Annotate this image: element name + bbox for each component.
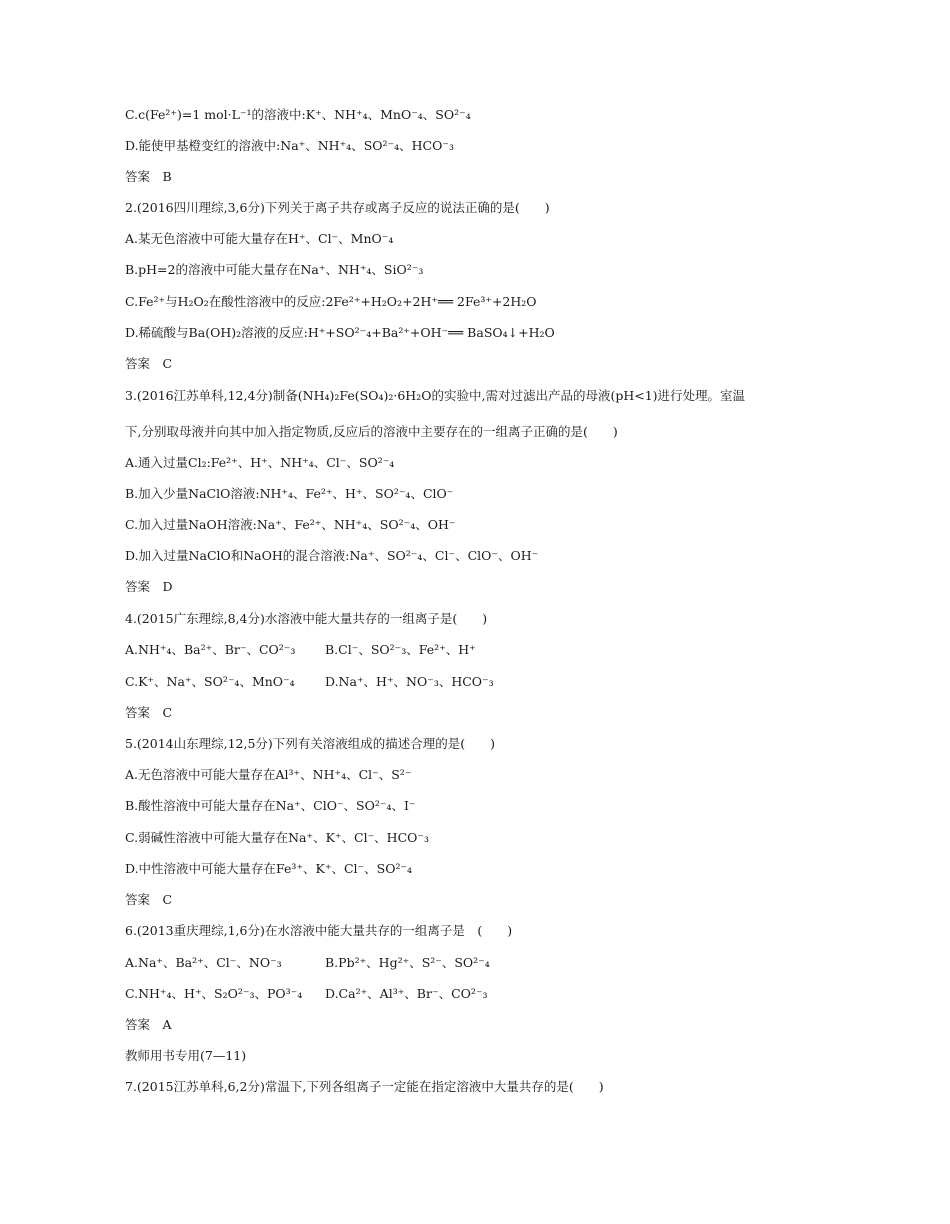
option-d-q4: D.Na⁺、H⁺、NO⁻₃、HCO⁻₃ — [325, 674, 494, 689]
option-d-q3: D.加入过量NaClO和NaOH的混合溶液:Na⁺、SO²⁻₄、Cl⁻、ClO⁻、OH⁻ — [125, 548, 539, 563]
question-7: 7.(2015江苏单科,6,2分)常温下,下列各组离子一定能在指定溶液中大量共存的是( ) — [125, 1079, 604, 1094]
question-6: 6.(2013重庆理综,1,6分)在水溶液中能大量共存的一组离子是 ( ) — [125, 923, 513, 938]
option-a-q6: A.Na⁺、Ba²⁺、Cl⁻、NO⁻₃ — [125, 955, 282, 970]
question-3-line-1: 3.(2016江苏单科,12,4分)制备(NH₄)₂Fe(SO₄)₂·6H₂O的实验中,需对过滤出产品的母液(pH<1)进行处理。室温 — [125, 388, 746, 403]
option-a-q3: A.通入过量Cl₂:Fe²⁺、H⁺、NH⁺₄、Cl⁻、SO²⁻₄ — [125, 455, 395, 470]
option-d-q5: D.中性溶液中可能大量存在Fe³⁺、K⁺、Cl⁻、SO²⁻₄ — [125, 861, 413, 876]
option-b-q6: B.Pb²⁺、Hg²⁺、S²⁻、SO²⁻₄ — [325, 955, 490, 970]
answer-q3: 答案 D — [125, 579, 173, 594]
option-c-q1: C.c(Fe²⁺)=1 mol·L⁻¹的溶液中:K⁺、NH⁺₄、MnO⁻₄、SO²⁻₄ — [125, 107, 471, 122]
option-a-q5: A.无色溶液中可能大量存在Al³⁺、NH⁺₄、Cl⁻、S²⁻ — [125, 767, 412, 782]
question-4: 4.(2015广东理综,8,4分)水溶液中能大量共存的一组离子是( ) — [125, 611, 488, 626]
option-b-q3: B.加入少量NaClO溶液:NH⁺₄、Fe²⁺、H⁺、SO²⁻₄、ClO⁻ — [125, 486, 454, 501]
option-a-q2: A.某无色溶液中可能大量存在H⁺、Cl⁻、MnO⁻₄ — [125, 231, 394, 246]
answer-q2: 答案 C — [125, 356, 173, 371]
option-c-q5: C.弱碱性溶液中可能大量存在Na⁺、K⁺、Cl⁻、HCO⁻₃ — [125, 830, 429, 845]
option-d-q6: D.Ca²⁺、Al³⁺、Br⁻、CO²⁻₃ — [325, 986, 488, 1001]
option-b-q5: B.酸性溶液中可能大量存在Na⁺、ClO⁻、SO²⁻₄、I⁻ — [125, 798, 416, 813]
option-b-q4: B.Cl⁻、SO²⁻₃、Fe²⁺、H⁺ — [325, 642, 476, 657]
answer-q5: 答案 C — [125, 892, 173, 907]
option-c-q6: C.NH⁺₄、H⁺、S₂O²⁻₃、PO³⁻₄ — [125, 986, 303, 1001]
option-a-q4: A.NH⁺₄、Ba²⁺、Br⁻、CO²⁻₃ — [125, 642, 296, 657]
question-2: 2.(2016四川理综,3,6分)下列关于离子共存或离子反应的说法正确的是( ) — [125, 200, 550, 215]
question-3-line-2: 下,分别取母液并向其中加入指定物质,反应后的溶液中主要存在的一组离子正确的是( ) — [125, 424, 618, 439]
answer-q4: 答案 C — [125, 705, 173, 720]
option-c-q3: C.加入过量NaOH溶液:Na⁺、Fe²⁺、NH⁺₄、SO²⁻₄、OH⁻ — [125, 517, 456, 532]
question-5: 5.(2014山东理综,12,5分)下列有关溶液组成的描述合理的是( ) — [125, 736, 496, 751]
option-d-q2: D.稀硫酸与Ba(OH)₂溶液的反应:H⁺+SO²⁻₄+Ba²⁺+OH⁻══ BaSO₄↓+H₂O — [125, 325, 555, 340]
answer-q6: 答案 A — [125, 1017, 172, 1032]
option-b-q2: B.pH=2的溶液中可能大量存在Na⁺、NH⁺₄、SiO²⁻₃ — [125, 262, 424, 277]
section-heading: 教师用书专用(7—11) — [125, 1048, 247, 1063]
option-d-q1: D.能使甲基橙变红的溶液中:Na⁺、NH⁺₄、SO²⁻₄、HCO⁻₃ — [125, 138, 454, 153]
answer-q1: 答案 B — [125, 169, 172, 184]
option-c-q2: C.Fe²⁺与H₂O₂在酸性溶液中的反应:2Fe²⁺+H₂O₂+2H⁺══ 2Fe³⁺+2H₂O — [125, 294, 537, 309]
option-c-q4: C.K⁺、Na⁺、SO²⁻₄、MnO⁻₄ — [125, 674, 295, 689]
